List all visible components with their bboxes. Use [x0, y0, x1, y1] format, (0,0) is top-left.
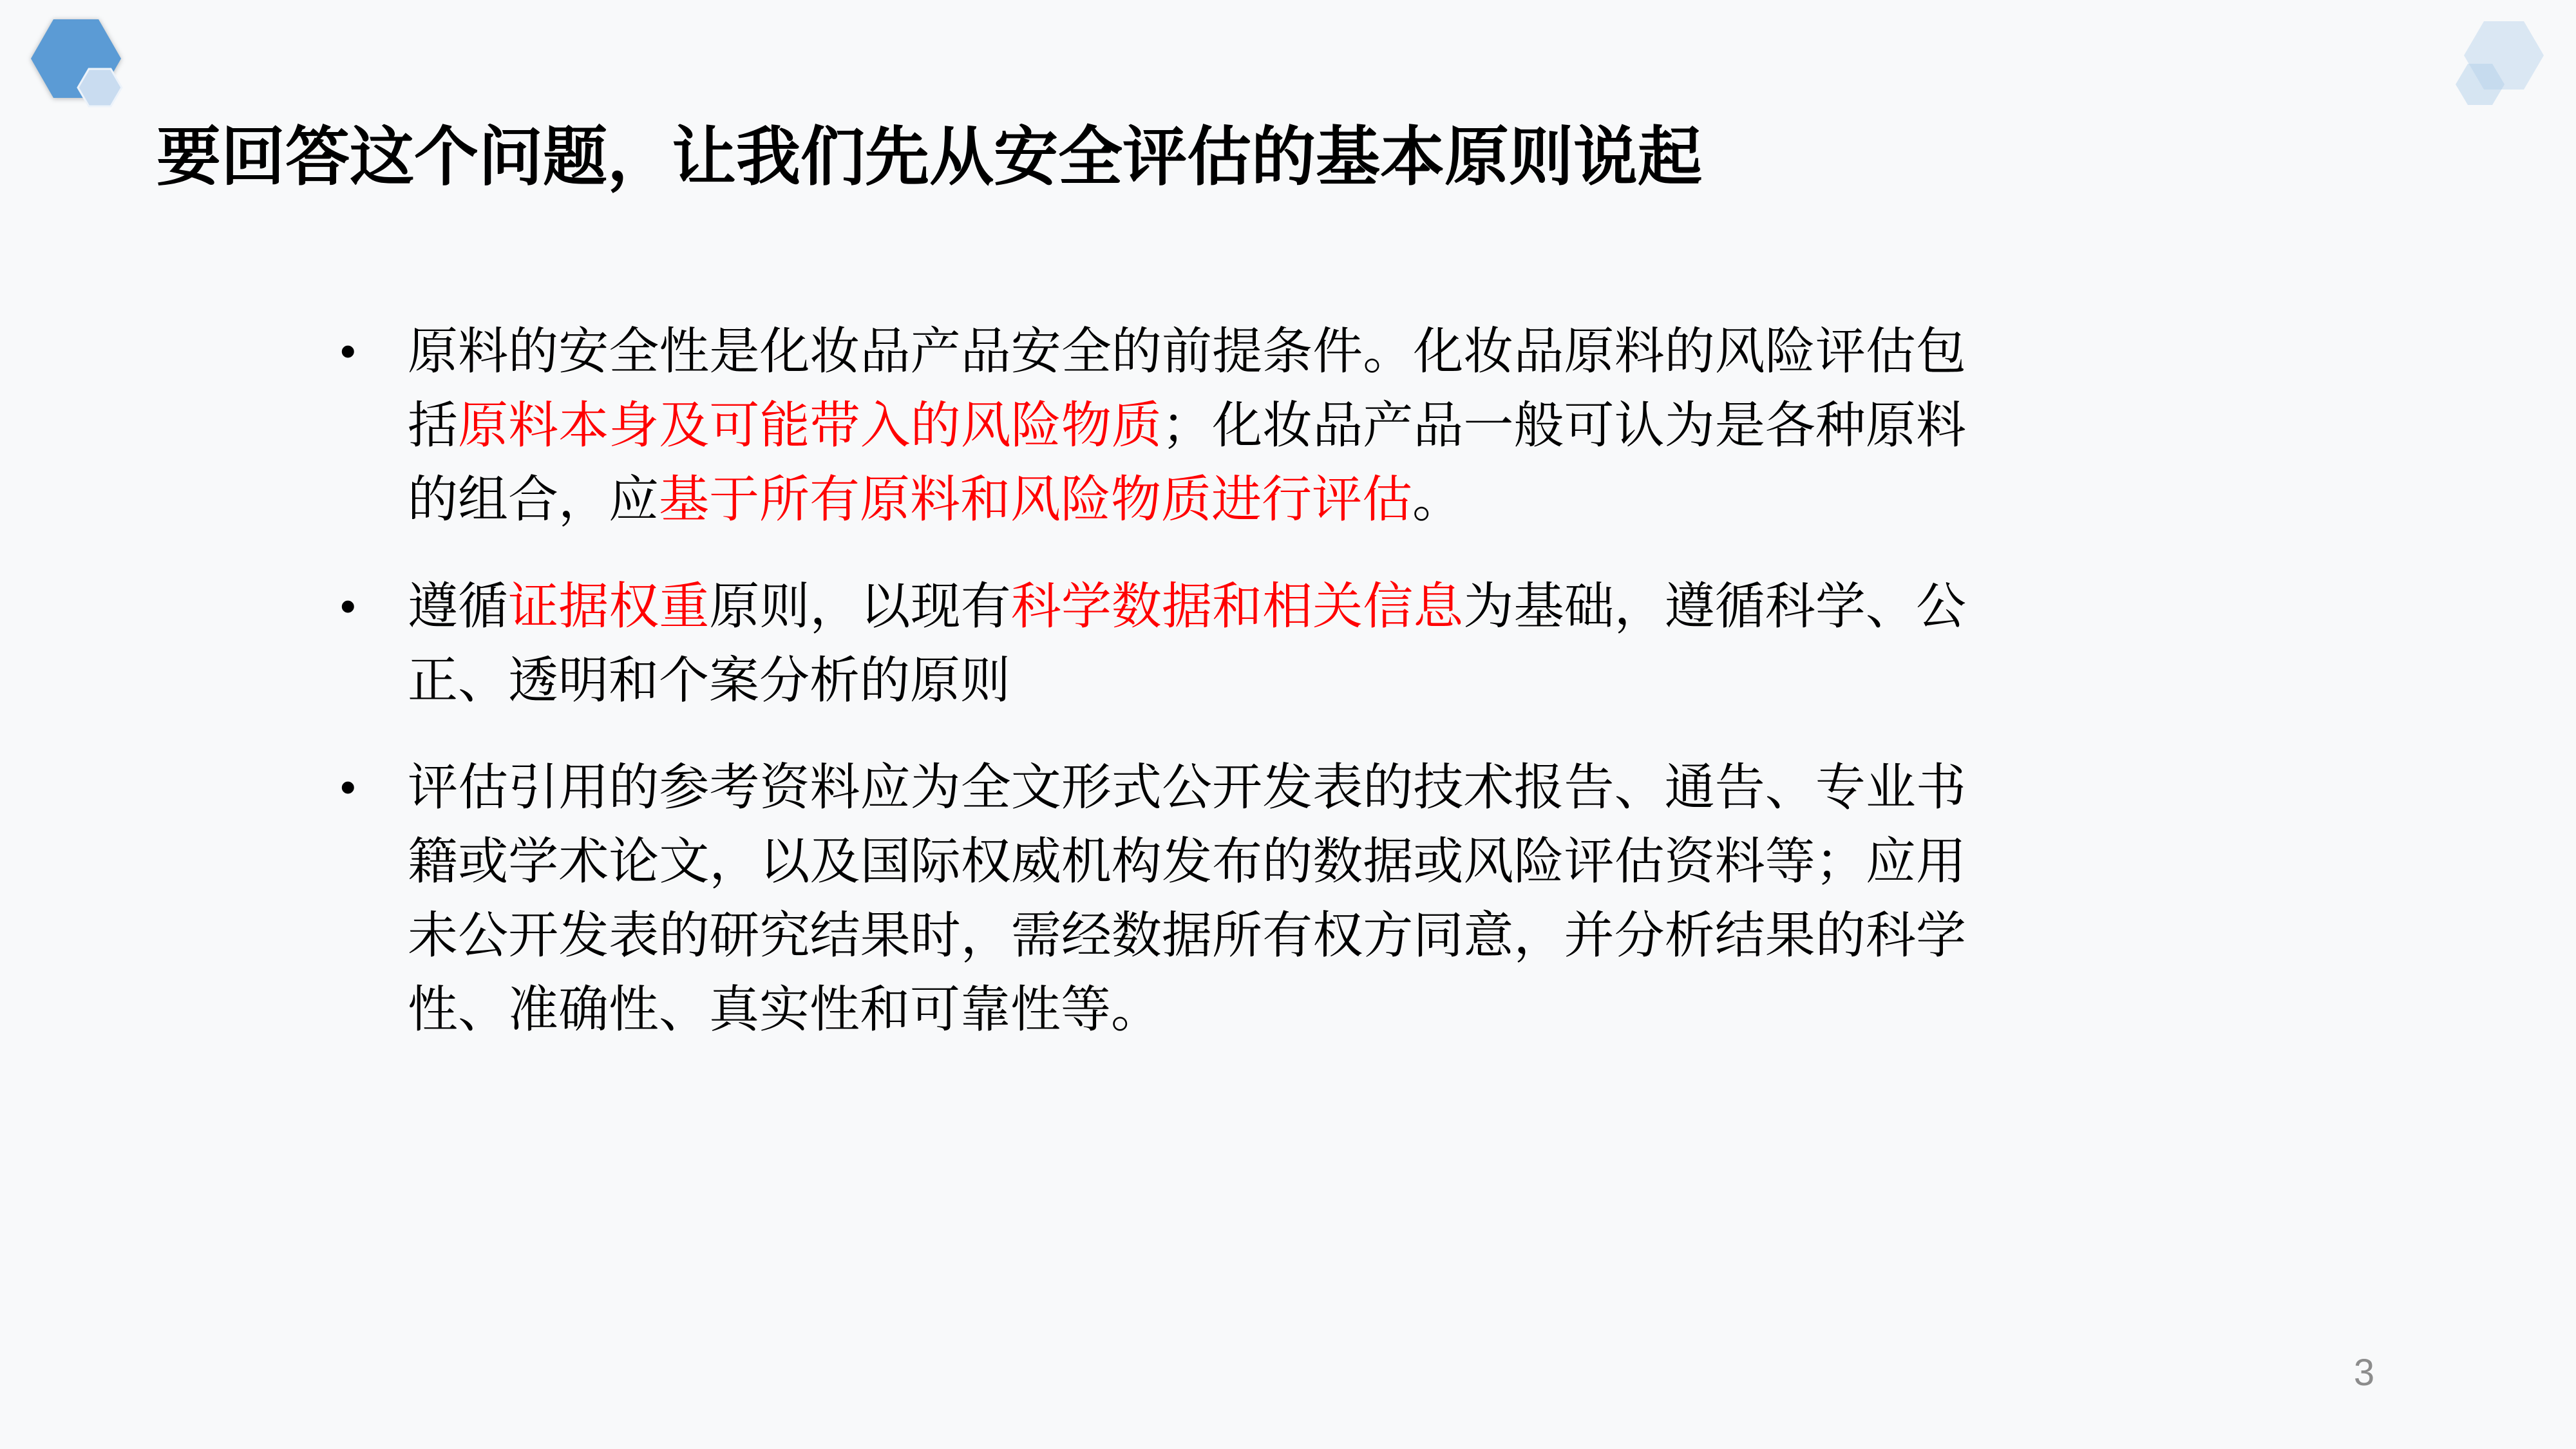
page-number: 3 [2353, 1352, 2375, 1394]
highlighted-text: 基于所有原料和风险物质进行评估 [659, 471, 1413, 527]
body-text: 评估引用的参考资料应为全文形式公开发表的技术报告、通告、专业书籍或学术论文，以及国际权威机构发布的数据或风险评估资料等；应用未公开发表的研究结果时，需经数据所有权方同意，并分析结果的科学性、准确性、真实性和可靠性等。 [408, 759, 1966, 1037]
body-text: ；化妆品产品一般可认为是各种原料的组合，应 [408, 397, 1966, 527]
bullet-icon: • [340, 762, 356, 812]
highlighted-text: 原料本身及可能带入的风险物质 [458, 397, 1162, 453]
body-text: 原料的安全性是化妆品产品安全的前提条件。化妆品原料的风险评估包括 [408, 323, 1966, 453]
hexagon-small-light-blue-icon [78, 69, 122, 106]
highlighted-text: 证据权重 [508, 578, 710, 634]
highlighted-text: 科学数据和相关信息 [1010, 578, 1464, 634]
body-text: 遵循 [408, 578, 509, 634]
page-title: 要回答这个问题，让我们先从安全评估的基本原则说起 [156, 121, 1702, 193]
slide-body [340, 314, 1989, 1079]
list-item [340, 750, 1989, 1046]
bullet-icon: • [340, 326, 356, 376]
bullet-icon: • [340, 581, 356, 631]
body-text: 。 [1412, 471, 1463, 527]
body-text: 原则，以现有 [709, 578, 1011, 634]
body-text: 为基础，遵循科学、公正、透明和个案分析的原则 [408, 578, 1966, 708]
list-item [340, 569, 1989, 717]
hexagon-decoration-topright [2441, 0, 2576, 122]
bullet-text [408, 569, 1966, 717]
list-item [340, 314, 1989, 536]
bullet-text [408, 314, 1966, 536]
bullet-text [408, 750, 1966, 1046]
hexagon-decoration-topleft [0, 0, 148, 129]
